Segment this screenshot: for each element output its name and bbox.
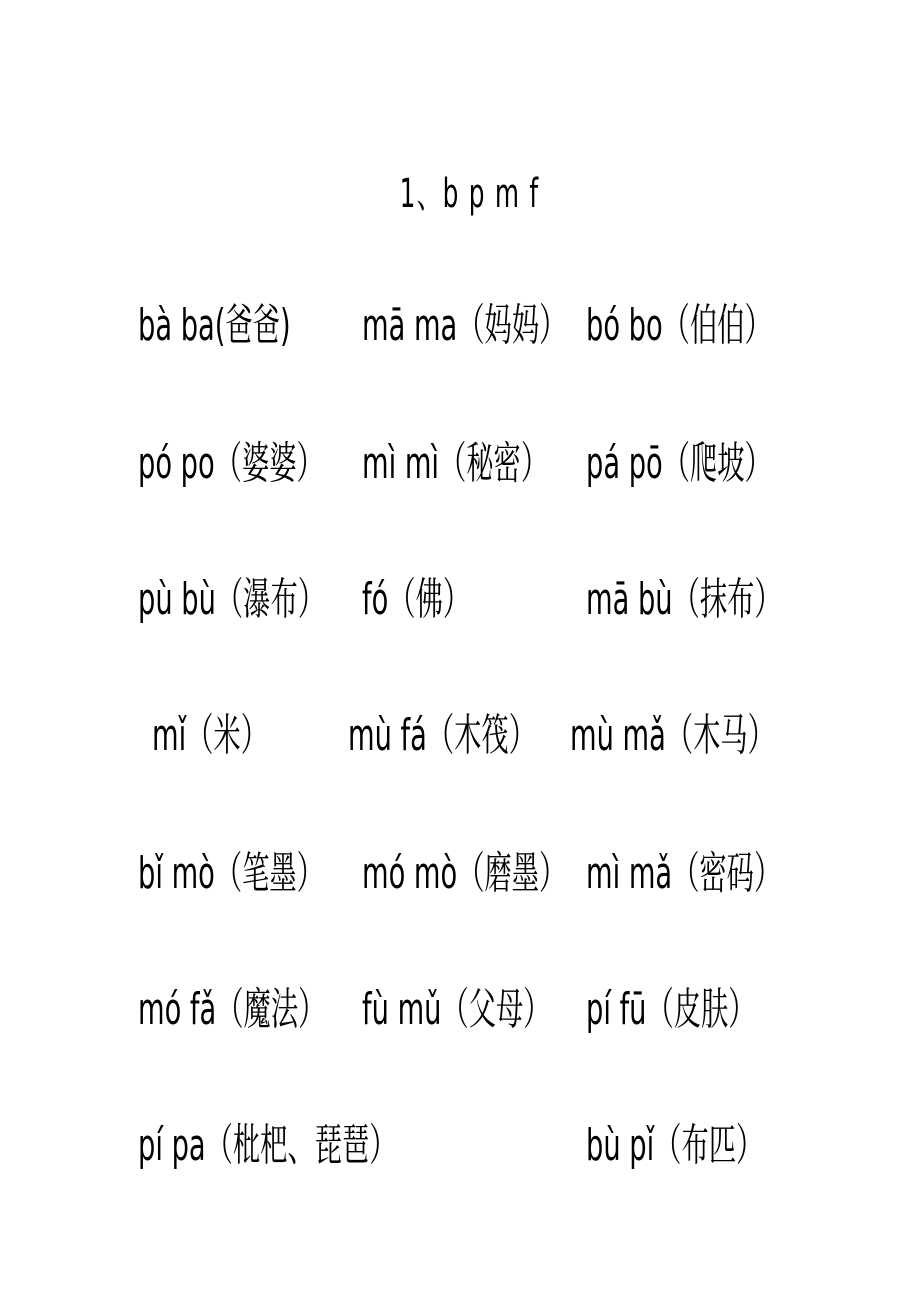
word-mimi: mì mì（秘密）	[362, 438, 549, 489]
word-mofa: mó fǎ（魔法）	[138, 984, 326, 1035]
word-mabu: mā bù（抹布）	[586, 574, 782, 625]
word-pipa: pí pa（枇杷、琵琶）	[138, 1120, 397, 1171]
word-papo: pá pō（爬坡）	[586, 438, 772, 489]
word-bimo: bǐ mò（笔墨）	[138, 848, 324, 899]
word-mufa: mù fá（木筏）	[348, 710, 536, 761]
word-bobo: bó bo（伯伯）	[586, 300, 772, 351]
word-fo: fó（佛）	[362, 574, 471, 625]
word-mama: mā ma（妈妈）	[362, 300, 567, 351]
word-mi: mǐ（米）	[152, 710, 268, 761]
word-fumu: fù mǔ（父母）	[362, 984, 551, 1035]
word-mima: mì mǎ（密码）	[586, 848, 782, 899]
word-popo: pó po（婆婆）	[138, 438, 324, 489]
lesson-title: 1、b p m f	[399, 171, 540, 217]
word-momo: mó mò（磨墨）	[362, 848, 567, 899]
word-baba: bà ba(爸爸)	[138, 300, 291, 351]
word-pubu: pù bù（瀑布）	[138, 574, 326, 625]
word-bupi: bù pǐ（布匹）	[586, 1120, 764, 1171]
word-muma: mù mǎ（木马）	[570, 710, 775, 761]
word-pifu: pí fū（皮肤）	[586, 984, 756, 1035]
